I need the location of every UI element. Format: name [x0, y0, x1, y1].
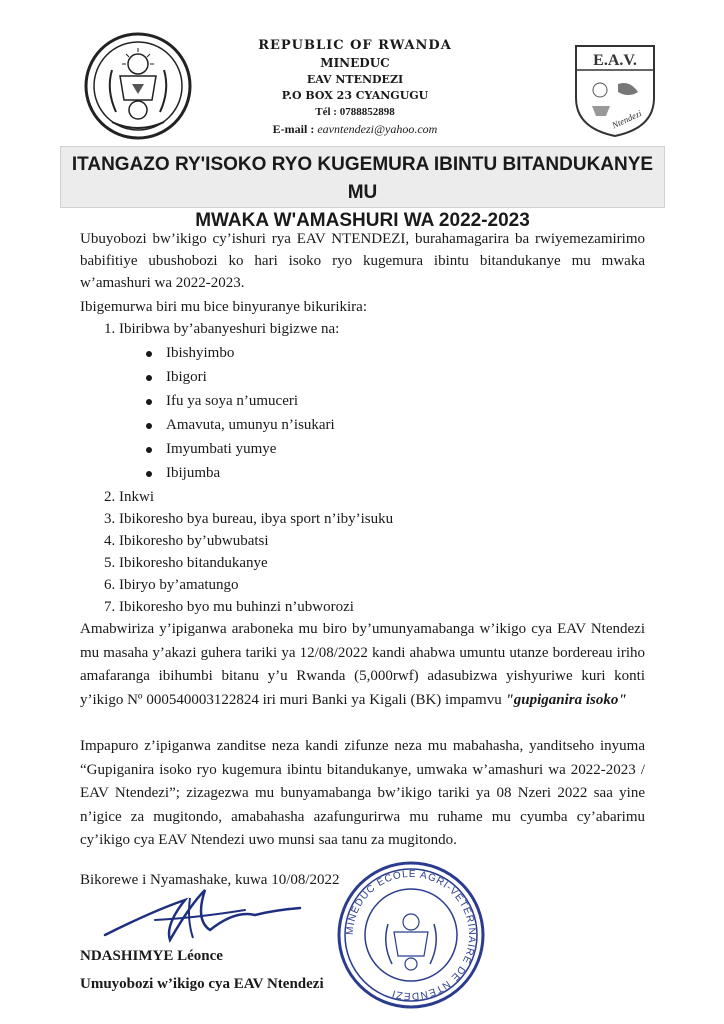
title-line-1: ITANGAZO RY'ISOKO RYO KUGEMURA IBINTU BITANDUKANYE MU — [71, 154, 654, 203]
submission-paragraph: Impapuro z’ipiganwa zanditse neza kandi zifunze neza mu mabahasha, yanditseho inyuma “Gupiganira isoko ryo kugemura ibintu bitandukanye, umwaka w’amashuri wa 2022-2023 / EAV Ntendezi”; zizagezwa mu bunyamabanga bw’ikigo tariki ya 08 Nzeri 2022 saa yine n’igice za mugitondo, amabahasha azafungurirwa mu ruhame mu cyumba cy’abarimu cy’ikigo cya EAV Ntendezi uwo munsi saa tanu za mugitondo. — [80, 738, 645, 848]
list-intro: Ibigemurwa biri mu bice binyuranye bikurikira: — [80, 299, 367, 315]
header-email — [225, 122, 485, 137]
sub-list-item — [146, 342, 234, 364]
announcement-title — [60, 146, 665, 231]
list-item: 6. Ibiryo by’amatungo — [104, 577, 239, 593]
handwritten-signature — [95, 880, 305, 950]
bullet-icon — [146, 375, 152, 381]
sub-list-item — [146, 414, 335, 436]
list-item: 2. Inkwi — [104, 489, 154, 505]
email-label: E-mail : — [272, 122, 315, 136]
stamp-text: MINEDUC ECOLE AGRI-VETERINAIRE DE NTENDEZI — [344, 868, 478, 1002]
list-item: 3. Ibikoresho bya bureau, ibya sport n’iby’isuku — [104, 511, 394, 527]
sub-list-item-text: Ibishyimbo — [166, 345, 235, 361]
list-item: 5. Ibikoresho bitandukanye — [104, 555, 268, 571]
signatory-name: NDASHIMYE Léonce — [80, 948, 223, 964]
rwanda-coat-of-arms-logo — [82, 30, 194, 142]
sub-list-item-text: Ifu ya soya n’umuceri — [166, 393, 299, 409]
bullet-icon — [146, 423, 152, 429]
eav-school-logo — [570, 40, 660, 140]
header-ministry: MINEDUC — [320, 56, 390, 70]
signatory-title: Umuyobozi w’ikigo cya EAV Ntendezi — [80, 976, 324, 992]
sub-list-item-text: Amavuta, umunyu n’isukari — [166, 417, 335, 433]
intro-paragraph: Ubuyobozi bw’ikigo cy’ishuri rya EAV NTENDEZI, burahamagarira ba rwiyemezamirimo babifitiye ubushobozi ko hari isoko ryo kugemura ibintu bitandukanye mu mwaka w’amashuri wa 2022-2023. — [80, 231, 645, 291]
sub-list-item — [146, 438, 276, 460]
sub-list-item-text: Imyumbati yumye — [166, 441, 277, 457]
bullet-icon — [146, 447, 152, 453]
instructions-paragraph — [80, 618, 645, 712]
bullet-icon — [146, 351, 152, 357]
title-line-2: MWAKA W'AMASHURI WA 2022-2023 — [195, 210, 530, 231]
list-item: 4. Ibikoresho by’ubwubatsi — [104, 533, 269, 549]
eav-logo-subtext: Ntendezi — [610, 108, 644, 131]
list-item: 7. Ibikoresho byo mu buhinzi n’ubworozi — [104, 599, 354, 615]
sub-list-item — [146, 390, 298, 412]
header-country: REPUBLIC OF RWANDA — [258, 38, 452, 53]
sub-list-item — [146, 366, 207, 388]
header-school: EAV NTENDEZI — [306, 73, 404, 86]
header-phone: Tél : 0788852898 — [315, 106, 395, 118]
instructions-emphasis: "gupiganira isoko" — [505, 691, 627, 708]
sub-list-item-text: Ibigori — [166, 369, 207, 385]
instructions-text: Amabwiriza y’ipiganwa araboneka mu biro by’umunyamabanga w’ikigo cya EAV Ntendezi mu masaha y’akazi guhera tariki ya 12/08/2022 kandi ahabwa umuntu utanze bordereau iriho amafaranga ibihumbi bitanu y’u Rwanda (5,000rwf) adasubizwa yishyuriwe kuri konti y’ikigo Nº 000540003122824 iri muri Banki ya Kigali (BK) impamvu — [80, 621, 645, 708]
place-and-date: Bikorewe i Nyamashake, kuwa 10/08/2022 — [80, 872, 340, 888]
bullet-icon — [146, 399, 152, 405]
header-po-box: P.O BOX 23 CYANGUGU — [281, 89, 429, 102]
sub-list-item — [146, 462, 220, 484]
email-address: eavntendezi@yahoo.com — [317, 122, 438, 136]
list-item: 1. Ibiribwa by’abanyeshuri bigizwe na: — [104, 321, 340, 337]
sub-list-item-text: Ibijumba — [166, 465, 221, 481]
official-stamp — [336, 860, 486, 1010]
eav-logo-text: E.A.V. — [593, 52, 637, 69]
bullet-icon — [146, 471, 152, 477]
